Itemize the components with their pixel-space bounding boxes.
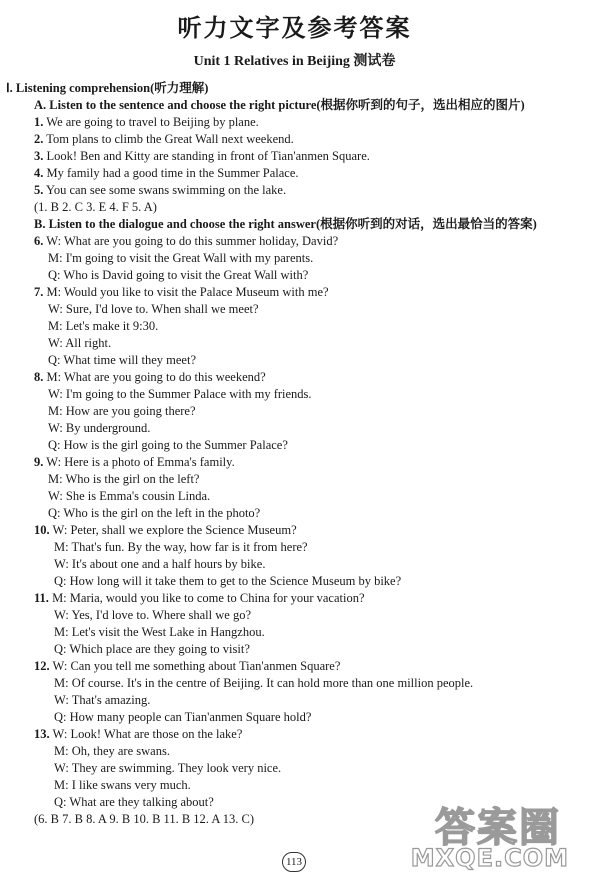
- dialogue-line: W: I'm going to the Summer Palace with my friends.: [48, 387, 312, 401]
- page-subtitle: Unit 1 Relatives in Beijing 测试卷: [193, 54, 396, 69]
- part-a-title: A. Listen to the sentence and choose the right picture(根据你听到的句子，选出相应的图片): [34, 98, 525, 112]
- dialogue-line: M: How are you going there?: [48, 404, 196, 418]
- dialogue-line: Q: What time will they meet?: [48, 353, 196, 367]
- dialogue-line: M: I like swans very much.: [54, 778, 191, 792]
- dialogue-line: 12. W: Can you tell me something about Tian'anmen Square?: [34, 659, 341, 673]
- section-title: Ⅰ. Listening comprehension(听力理解): [6, 81, 209, 95]
- part-b-title: B. Listen to the dialogue and choose the right answer(根据你听到的对话，选出最恰当的答案): [34, 217, 537, 231]
- list-item: 5. You can see some swans swimming on the lake.: [34, 183, 287, 197]
- dialogue-line: M: That's fun. By the way, how far is it from here?: [54, 540, 308, 554]
- dialogue-line: 10. W: Peter, shall we explore the Science Museum?: [34, 523, 297, 537]
- dialogue-line: W: She is Emma's cousin Linda.: [48, 489, 211, 503]
- dialogue-line: 7. M: Would you like to visit the Palace Museum with me?: [34, 285, 329, 299]
- dialogue-line: W: It's about one and a half hours by bike.: [54, 557, 266, 571]
- dialogue-line: 13. W: Look! What are those on the lake?: [34, 727, 243, 741]
- dialogue-line: W: That's amazing.: [54, 693, 151, 707]
- answer-key-a: (1. B 2. C 3. E 4. F 5. A): [34, 200, 157, 214]
- dialogue-line: Q: Which place are they going to visit?: [54, 642, 250, 656]
- dialogue-line: W: Yes, I'd love to. Where shall we go?: [54, 608, 252, 622]
- watermark-logo: [399, 794, 579, 874]
- page-number: 113: [282, 852, 306, 872]
- page-title: 听力文字及参考答案: [177, 14, 412, 42]
- dialogue-line: M: Let's visit the West Lake in Hangzhou.: [54, 625, 265, 639]
- list-item: 1. We are going to travel to Beijing by plane.: [34, 115, 259, 129]
- watermark-text: 答案圈: [435, 805, 561, 851]
- dialogue-line: Q: How is the girl going to the Summer Palace?: [48, 438, 288, 452]
- dialogue-line: 11. M: Maria, would you like to come to China for your vacation?: [34, 591, 365, 605]
- dialogue-line: W: They are swimming. They look very nice.: [54, 761, 282, 775]
- dialogue-line: Q: How many people can Tian'anmen Square hold?: [54, 710, 312, 724]
- dialogue-line: Q: What are they talking about?: [54, 795, 214, 809]
- dialogue-line: 9. W: Here is a photo of Emma's family.: [34, 455, 235, 469]
- dialogue-line: M: Let's make it 9:30.: [48, 319, 159, 333]
- dialogue-line: W: Sure, I'd love to. When shall we meet?: [48, 302, 259, 316]
- dialogue-line: Q: Who is the girl on the left in the photo?: [48, 506, 261, 520]
- dialogue-line: 6. W: What are you going to do this summer holiday, David?: [34, 234, 339, 248]
- list-item: 3. Look! Ben and Kitty are standing in front of Tian'anmen Square.: [34, 149, 370, 163]
- dialogue-line: Q: How long will it take them to get to the Science Museum by bike?: [54, 574, 402, 588]
- dialogue-line: M: Who is the girl on the left?: [48, 472, 200, 486]
- dialogue-line: W: By underground.: [48, 421, 151, 435]
- dialogue-line: M: I'm going to visit the Great Wall with my parents.: [48, 251, 314, 265]
- list-item: 2. Tom plans to climb the Great Wall next weekend.: [34, 132, 294, 146]
- dialogue-line: M: Of course. It's in the centre of Beijing. It can hold more than one million people.: [54, 676, 474, 690]
- dialogue-line: 8. M: What are you going to do this weekend?: [34, 370, 266, 384]
- dialogue-line: M: Oh, they are swans.: [54, 744, 170, 758]
- watermark-url: MXQE.COM: [410, 844, 569, 872]
- dialogue-line: W: All right.: [48, 336, 112, 350]
- answer-key-b: (6. B 7. B 8. A 9. B 10. B 11. B 12. A 13. C): [34, 812, 255, 826]
- list-item: 4. My family had a good time in the Summer Palace.: [34, 166, 299, 180]
- dialogue-line: Q: Who is David going to visit the Great Wall with?: [48, 268, 309, 282]
